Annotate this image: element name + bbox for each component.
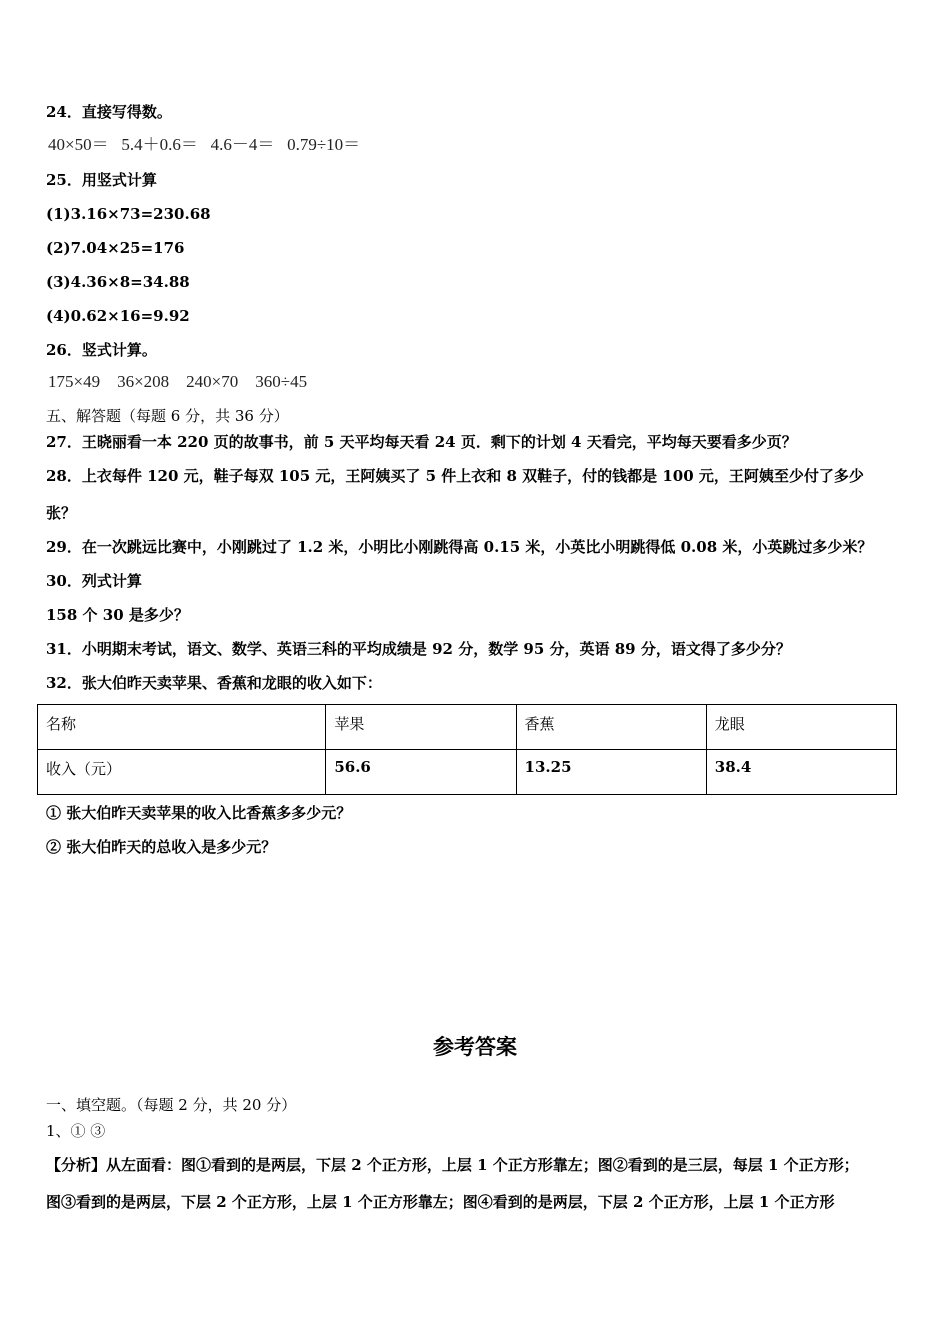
q25-item-1: (1)3.16×73=230.68 bbox=[46, 205, 211, 223]
analysis-line-2: 图③看到的是两层，下层 2 个正方形，上层 1 个正方形靠左；图④看到的是两层，下层 2 个正方形，上层 1 个正方形 bbox=[46, 1193, 835, 1211]
q30-title: 30．列式计算 bbox=[46, 572, 142, 590]
q25-item-4: (4)0.62×16=9.92 bbox=[46, 307, 190, 325]
income-table bbox=[37, 704, 897, 795]
table-header-cell: 名称 bbox=[38, 705, 326, 750]
q30-line: 158 个 30 是多少？ bbox=[46, 606, 189, 624]
answers-section-1: 一、填空题。（每题 2 分，共 20 分） bbox=[46, 1096, 297, 1114]
q24-expressions: 40×50＝ 5.4＋0.6＝ 4.6－4＝ 0.79÷10＝ bbox=[48, 135, 361, 154]
section-5-heading: 五、解答题（每题 6 分，共 36 分） bbox=[46, 407, 289, 425]
q28-line-1: 28．上衣每件 120 元，鞋子每双 105 元，王阿姨买了 5 件上衣和 8 双鞋子，付的钱都是 100 元，王阿姨至少付了多少 bbox=[46, 467, 864, 485]
table-row bbox=[38, 750, 897, 795]
q25-item-3: (3)4.36×8=34.88 bbox=[46, 273, 190, 291]
table-header-cell: 龙眼 bbox=[706, 705, 896, 750]
table-cell: 收入（元） bbox=[38, 750, 326, 795]
q27: 27．王晓丽看一本 220 页的故事书，前 5 天平均每天看 24 页．剩下的计划 4 天看完，平均每天要看多少页？ bbox=[46, 433, 797, 451]
q32-title: 32．张大伯昨天卖苹果、香蕉和龙眼的收入如下： bbox=[46, 674, 382, 692]
q32-sub-1: ① 张大伯昨天卖苹果的收入比香蕉多多少元？ bbox=[46, 804, 352, 822]
table-cell: 56.6 bbox=[326, 750, 516, 795]
q29: 29．在一次跳远比赛中，小刚跳过了 1.2 米，小明比小刚跳得高 0.15 米，小英比小明跳得低 0.08 米，小英跳过多少米？ bbox=[46, 538, 873, 556]
table-cell: 38.4 bbox=[706, 750, 896, 795]
q26-title: 26．竖式计算。 bbox=[46, 341, 157, 359]
answer-1: 1、① ③ bbox=[46, 1122, 106, 1140]
q26-expressions: 175×49 36×208 240×70 360÷45 bbox=[48, 372, 308, 391]
table-header-cell: 香蕉 bbox=[516, 705, 706, 750]
analysis-line-1: 【分析】从左面看：图①看到的是两层，下层 2 个正方形，上层 1 个正方形靠左；图②看到的是三层，每层 1 个正方形； bbox=[46, 1156, 859, 1174]
q25-title: 25．用竖式计算 bbox=[46, 171, 157, 189]
q28-line-2: 张？ bbox=[46, 504, 77, 522]
table-header-cell: 苹果 bbox=[326, 705, 516, 750]
q31: 31．小明期末考试，语文、数学、英语三科的平均成绩是 92 分，数学 95 分，英语 89 分，语文得了多少分？ bbox=[46, 640, 791, 658]
table-cell: 13.25 bbox=[516, 750, 706, 795]
q25-item-2: (2)7.04×25=176 bbox=[46, 239, 185, 257]
table-header-row bbox=[38, 705, 897, 750]
q32-sub-2: ② 张大伯昨天的总收入是多少元？ bbox=[46, 838, 277, 856]
answers-title: 参考答案 bbox=[433, 1034, 517, 1059]
q24-title: 24．直接写得数。 bbox=[46, 103, 172, 121]
